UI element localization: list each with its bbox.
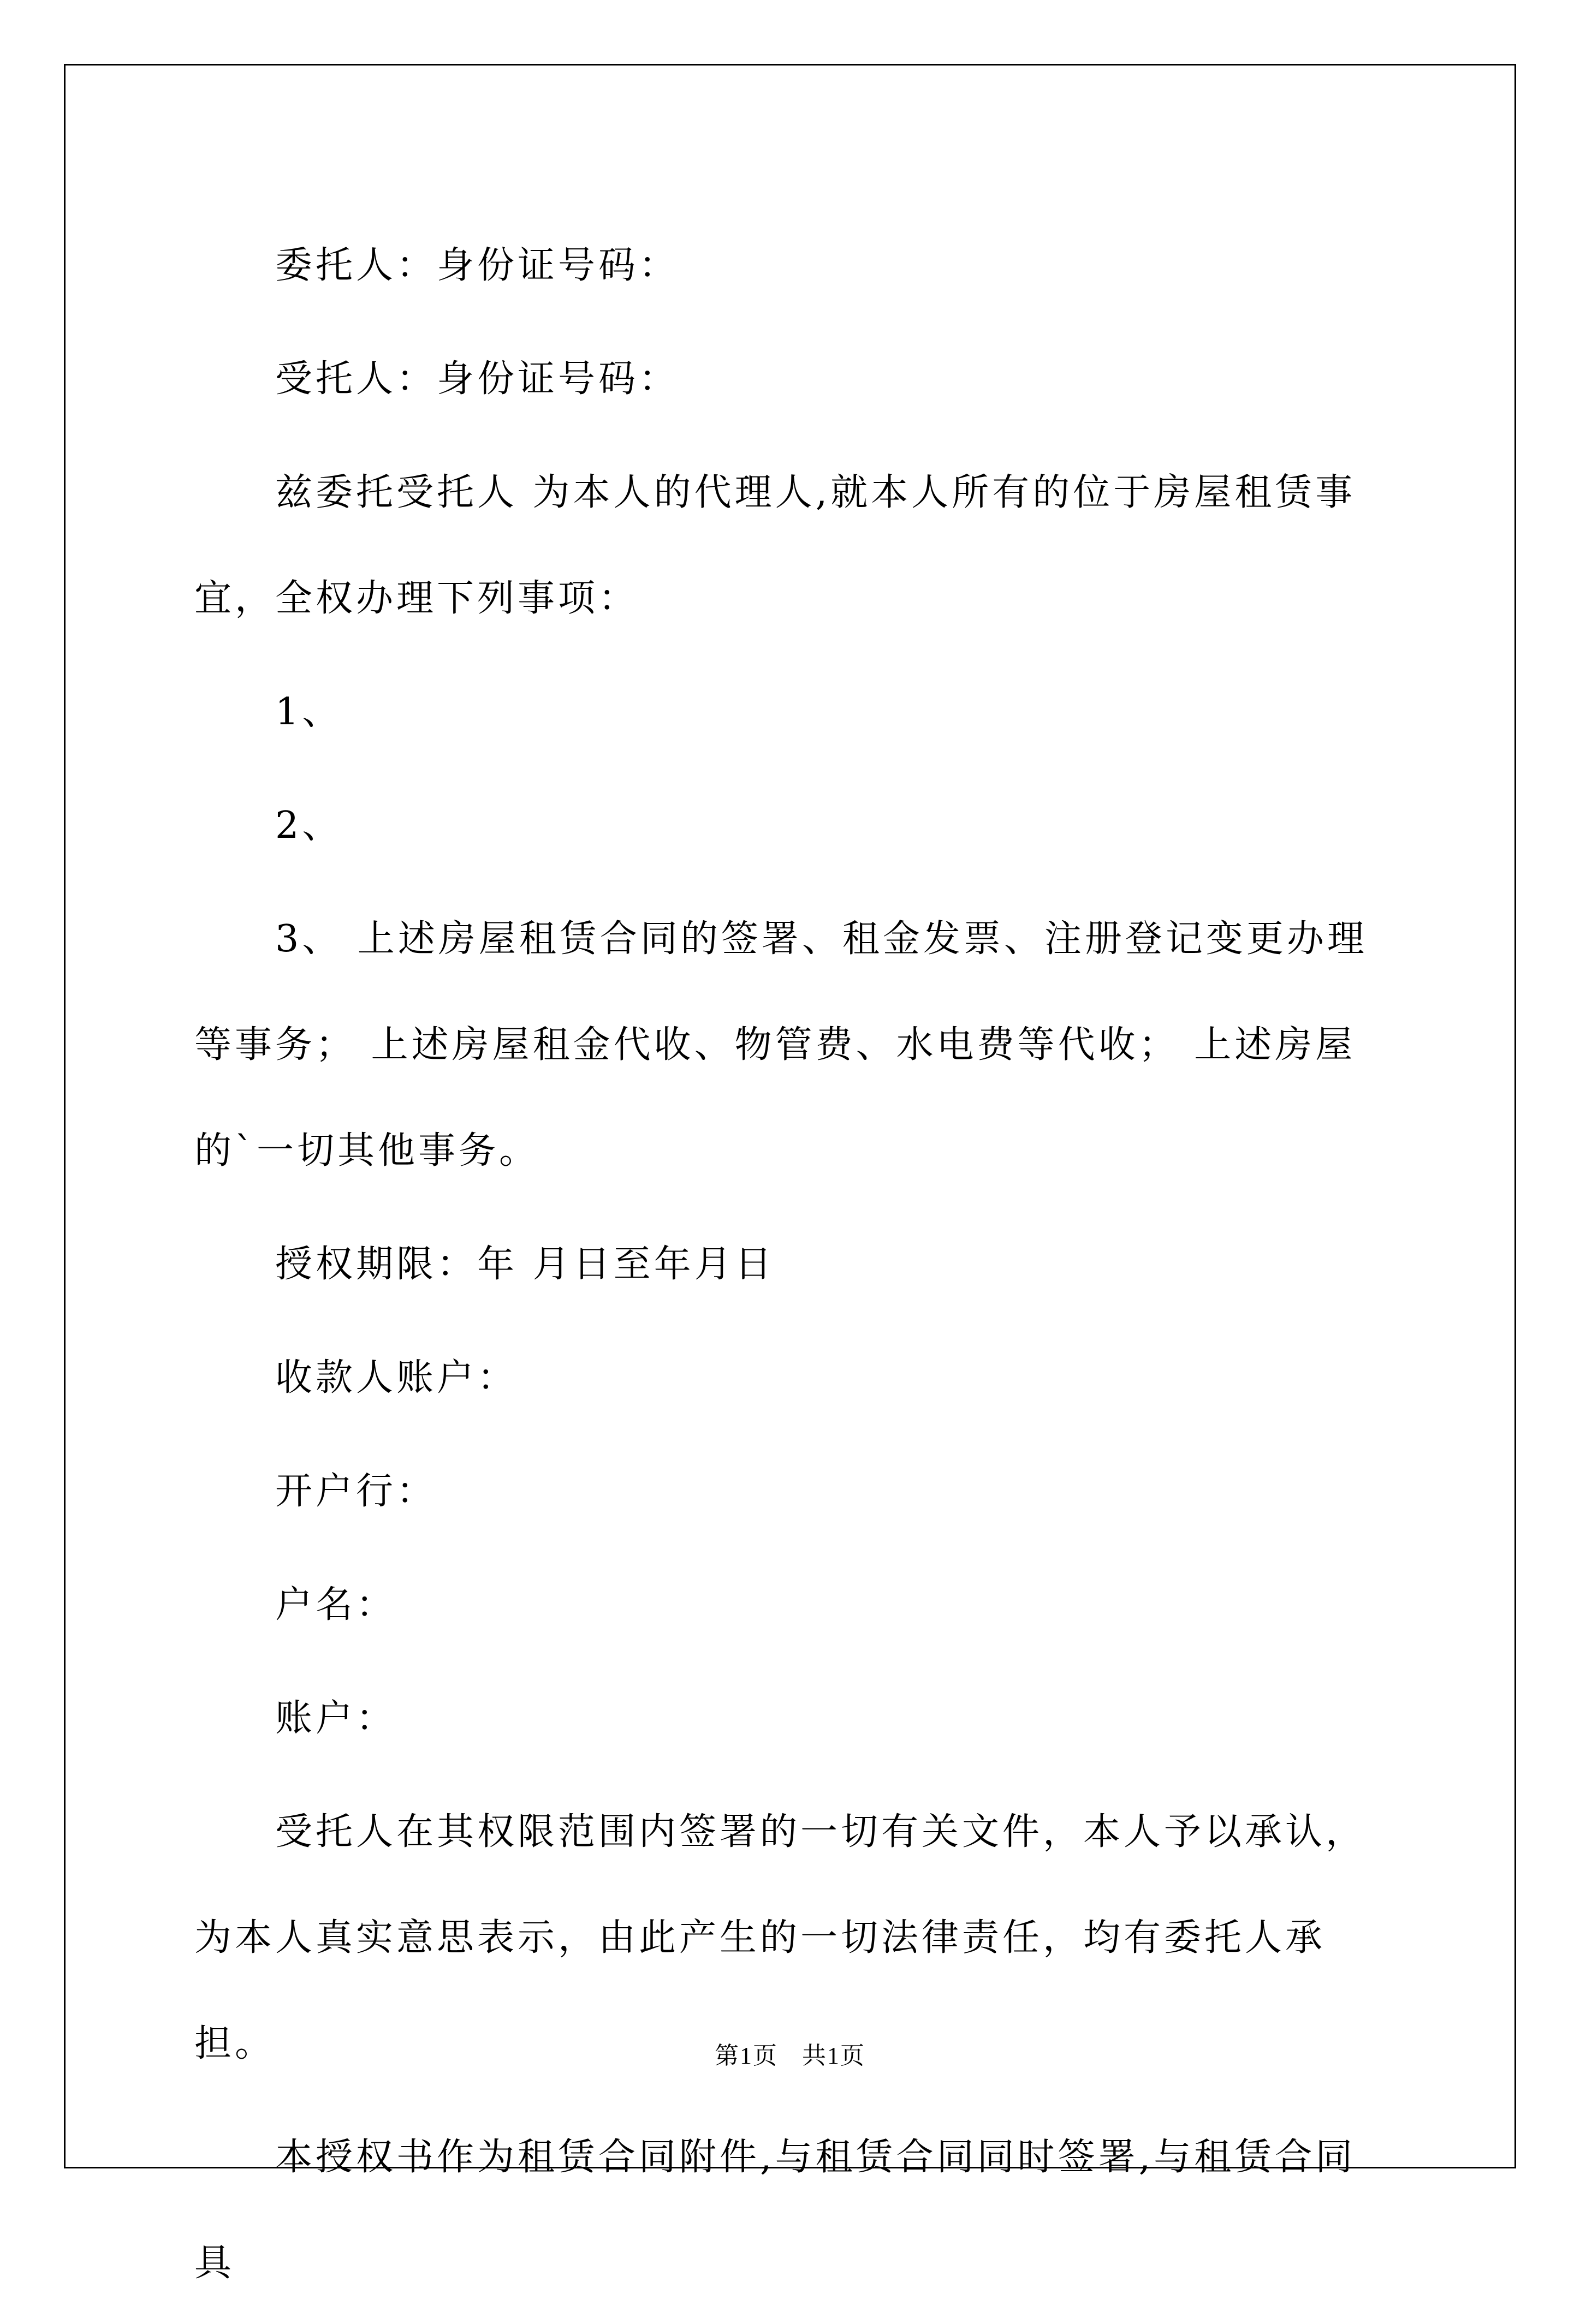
paragraph-bank: 开户行： xyxy=(275,1470,437,1513)
page-total: 共1页 xyxy=(802,2042,865,2069)
page-footer xyxy=(0,2036,1580,2071)
paragraph-agent: 受托人：身份证号码： xyxy=(275,357,680,401)
page-number: 第1页 xyxy=(715,2042,778,2069)
paragraph-item-3: 3、 上述房屋租赁合同的签署、租金发票、注册登记变更办理等事务； 上述房屋租金代收、物管费、水电费等代收； 上述房屋的`一切其他事务。 xyxy=(194,917,1368,1172)
paragraph-client: 委托人：身份证号码： xyxy=(275,244,680,287)
paragraph-account-name: 户名： xyxy=(275,1583,397,1626)
paragraph-acknowledgement: 受托人在其权限范围内签署的一切有关文件，本人予以承认，为本人真实意思表示，由此产生的一切法律责任，均有委托人承担。 xyxy=(194,1810,1367,2065)
paragraph-term: 授权期限：年 月日至年月日 xyxy=(275,1243,775,1286)
paragraph-item-1: 1、 xyxy=(275,690,343,734)
paragraph-payee-account: 收款人账户： xyxy=(275,1356,518,1399)
paragraph-attachment: 本授权书作为租赁合同附件,与租赁合同同时签署,与租赁合同具 xyxy=(194,2136,1356,2285)
paragraph-item-2: 2、 xyxy=(275,804,343,847)
document-body xyxy=(194,213,1395,2324)
paragraph-authorization: 兹委托受托人 为本人的代理人,就本人所有的位于房屋租赁事宜，全权办理下列事项： xyxy=(194,471,1356,620)
paragraph-account-number: 账户： xyxy=(275,1697,397,1740)
